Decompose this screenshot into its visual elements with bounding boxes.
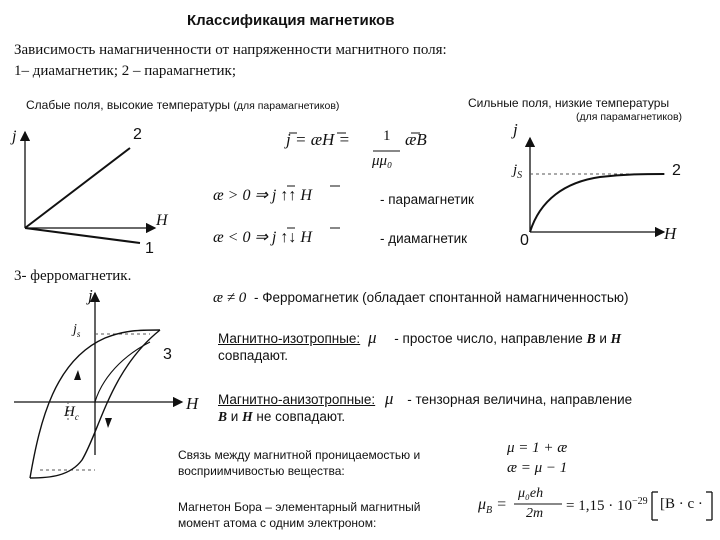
diamagnet-line xyxy=(25,228,140,243)
anisotropic-h: H xyxy=(242,409,253,424)
ferro-heading: 3- ферромагнетик. xyxy=(14,268,132,284)
magneton-text-2: момент атома с одним электроном: xyxy=(178,516,377,530)
weak-axis-h-label: H xyxy=(156,212,168,229)
weak-fields-note: (для парамагнетиков) xyxy=(233,100,340,112)
dia-desc: - диамагнетик xyxy=(380,231,468,246)
para-condition: æ > 0 ⇒ j ↑↑ H xyxy=(213,187,312,204)
strong-js-label: $j_S$ xyxy=(513,162,523,181)
isotropic-text2: совпадают. xyxy=(218,348,289,363)
magneton-lhs: $\mu_B$ = xyxy=(478,496,507,517)
ferro-axis-j-label: j xyxy=(88,286,93,305)
ferro-hc-label: $H_c$ xyxy=(64,404,79,422)
ferro-label-3: 3 xyxy=(163,346,172,363)
isotropic-b: B xyxy=(586,331,596,346)
ferro-desc: - Ферромагнетик (обладает спонтанной намагниченностью) xyxy=(254,290,629,305)
formula-main-lhs: j = æH = xyxy=(286,130,351,149)
strong-origin-label: 0 xyxy=(520,232,529,249)
magneton-unit: [В · с · xyxy=(660,496,703,512)
relation-text-1: Связь между магнитной проницаемостью и xyxy=(178,448,421,462)
anisotropic-text2: не совпадают. xyxy=(256,409,346,424)
anisotropic-and: и xyxy=(230,409,239,424)
dia-condition: æ < 0 ⇒ j ↑↓ H xyxy=(213,229,312,246)
strong-axis-j-label: j xyxy=(513,120,518,139)
magneton-text-1: Магнетон Бора – элементарный магнитный xyxy=(178,500,421,514)
relation-formula-1: μ = 1 + æ xyxy=(507,440,568,456)
saturation-curve xyxy=(530,174,664,232)
magneton-num: μ₀eh xyxy=(518,486,544,501)
isotropic-line xyxy=(218,328,621,348)
relation-formula-2: æ = μ − 1 xyxy=(507,460,568,476)
formula-frac-den: μμ₀ xyxy=(372,153,393,169)
paramagnet-line xyxy=(25,148,130,228)
weak-label-1: 1 xyxy=(145,240,154,257)
anisotropic-text: - тензорная величина, направление xyxy=(407,392,633,407)
weak-fields-heading-text: Слабые поля, высокие температуры xyxy=(26,98,231,112)
isotropic-label: Магнитно-изотропные: xyxy=(218,331,361,346)
formula-main xyxy=(286,130,350,150)
magneton-den: 2m xyxy=(526,506,544,521)
ferro-condition: æ ≠ 0 xyxy=(213,290,247,306)
formula-main-rhs: æB xyxy=(405,130,427,149)
isotropic-text: - простое число, направление xyxy=(394,331,583,346)
isotropic-h: H xyxy=(610,331,622,346)
para-desc: - парамагнетик xyxy=(380,192,474,207)
isotropic-mu: μ xyxy=(367,328,377,347)
formula-frac-num: 1 xyxy=(383,128,391,144)
isotropic-and: и xyxy=(599,331,607,346)
strong-fields-heading: Сильные поля, низкие температуры xyxy=(468,96,670,110)
strong-label-2: 2 xyxy=(672,162,681,179)
relation-text-2: восприимчивостью вещества: xyxy=(178,464,345,478)
magneton-value: = $1,15 \cdot 10^{-29}$ xyxy=(566,496,648,514)
anisotropic-mu: μ xyxy=(384,389,394,408)
ferro-axis-h-label: H xyxy=(186,394,199,413)
anisotropic-label: Магнитно-анизотропные: xyxy=(218,392,376,407)
anisotropic-line xyxy=(218,389,632,409)
strong-axis-h-label: H xyxy=(664,224,677,243)
weak-axis-j-label: j xyxy=(12,128,17,145)
ferro-js-label: $j_s$ xyxy=(73,322,81,339)
anisotropic-b: B xyxy=(218,409,228,424)
intro-line-1: Зависимость намагниченности от напряженности магнитного поля: xyxy=(14,42,447,58)
page-title: Классификация магнетиков xyxy=(187,12,395,29)
strong-fields-note: (для парамагнетиков) xyxy=(576,111,683,123)
weak-label-2: 2 xyxy=(133,126,142,143)
anisotropic-line2 xyxy=(218,409,345,425)
intro-line-2: 1– диамагнетик; 2 – парамагнетик; xyxy=(14,63,237,79)
